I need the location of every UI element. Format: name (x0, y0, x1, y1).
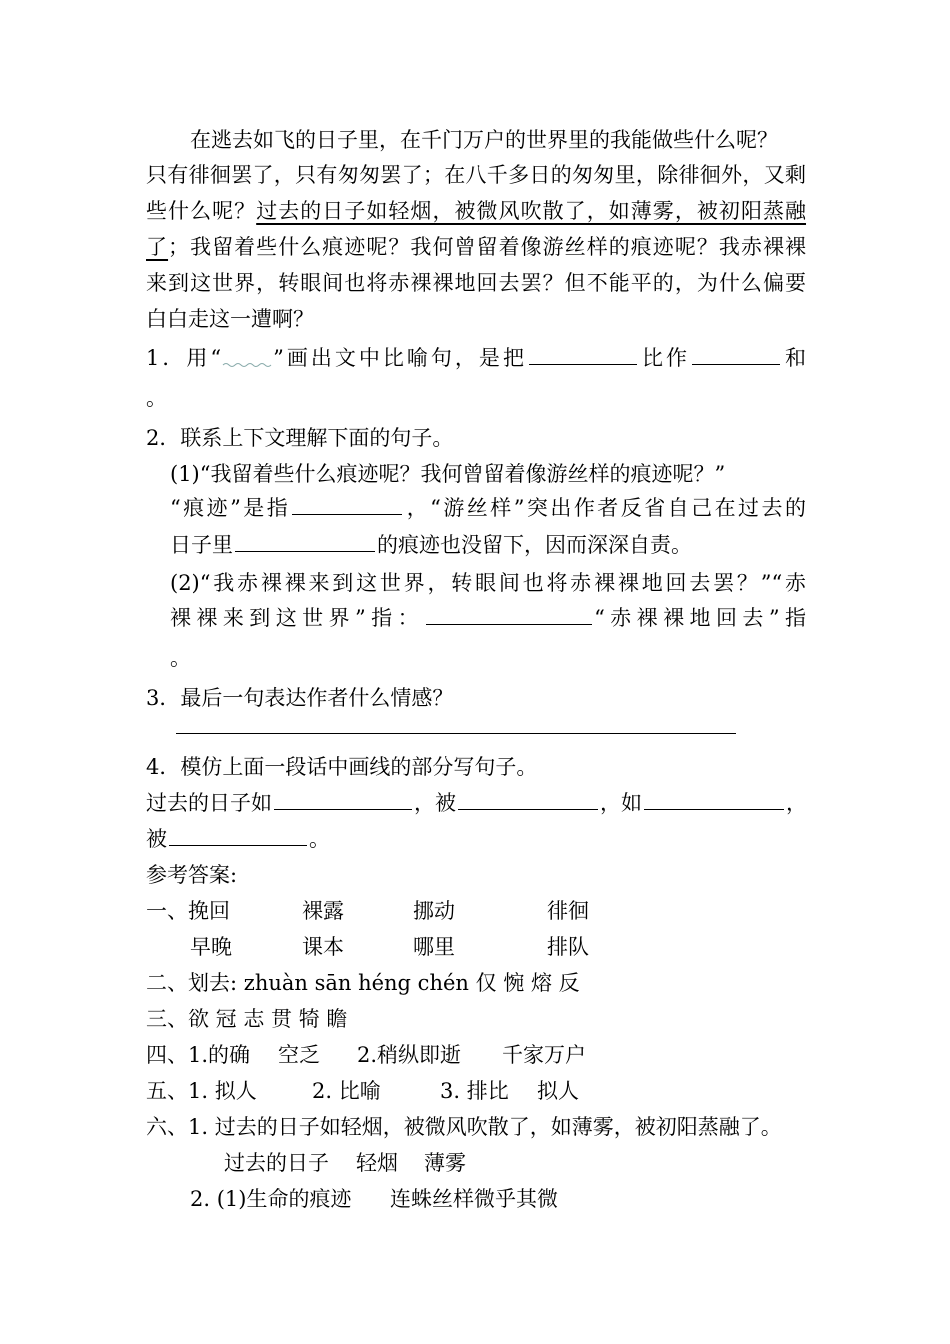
q1-text: 1．用“ (146, 346, 222, 370)
answers-row-9a: 2. (1)生命的痕迹 (190, 1187, 352, 1211)
answers-row-4: 三、欲 冠 志 贯 犄 瞻 (146, 1007, 348, 1031)
q4-text: ，如 (600, 791, 642, 815)
q4-text: ，被 (414, 791, 456, 815)
q2-part2-line2 (170, 600, 806, 636)
answers-row-6b: 2. 比喻 (312, 1079, 381, 1103)
q4-text: ， (786, 791, 807, 815)
answer-blank[interactable] (274, 787, 412, 810)
q2-text: 日子里 (170, 533, 233, 557)
question-4-title: 4．模仿上面一段话中画线的部分写句子。 (146, 755, 538, 779)
passage-line-6: 白白走这一遭啊？ (146, 307, 314, 331)
answers-row-3: 二、划去: zhuàn sān héng chén 仅 惋 熔 反 (146, 971, 580, 995)
passage-line-2: 只有徘徊罢了，只有匆匆罢了；在八千多日的匆匆里，除徘徊外，又剩 (146, 163, 806, 187)
q4-text: 过去的日子如 (146, 791, 272, 815)
answers-row-5b: 空乏 (278, 1043, 320, 1067)
passage-line-5: 来到这世界，转眼间也将赤裸裸地回去罢？但不能平的，为什么偏要 (146, 271, 806, 295)
answers-row-9b: 连蛛丝样微乎其微 (390, 1187, 558, 1211)
answers-row-2c: 哪里 (413, 935, 455, 959)
answer-blank[interactable] (235, 529, 375, 552)
q2-part1-line1: (1)“我留着些什么痕迹呢？我何曾留着像游丝样的痕迹呢？” (170, 462, 726, 486)
q2-part2-line1: (2)“我赤裸裸来到这世界，转眼间也将赤裸裸地回去罢？”“赤 (170, 571, 806, 595)
wavy-underline-mark (221, 343, 273, 365)
answer-blank[interactable] (426, 602, 592, 625)
answers-row-7: 六、1. 过去的日子如轻烟，被微风吹散了，如薄雾，被初阳蒸融了。 (146, 1115, 782, 1139)
answer-blank[interactable] (644, 787, 784, 810)
answers-title: 参考答案: (146, 863, 238, 887)
q2-end: 。 (170, 646, 191, 670)
q1-end: 。 (146, 386, 167, 410)
q4-line2 (146, 821, 330, 857)
answers-row-6a: 五、1. 拟人 (146, 1079, 257, 1103)
answer-blank[interactable] (692, 342, 780, 365)
answer-line[interactable] (176, 733, 736, 734)
q4-text: 。 (309, 827, 330, 851)
underlined-sentence: 过去的日子如轻烟，被微风吹散了，如薄雾，被初阳蒸融 (256, 199, 807, 223)
q1-text: 和 (781, 346, 806, 370)
answers-row-2d: 排队 (547, 935, 589, 959)
answers-row-1a: 一、挽回 (146, 899, 230, 923)
q2-part1-line2 (170, 490, 806, 526)
answer-blank[interactable] (529, 342, 637, 365)
question-2-title: 2．联系上下文理解下面的句子。 (146, 426, 454, 450)
answers-row-1b: 裸露 (302, 899, 344, 923)
answers-row-2a: 早晚 (190, 935, 232, 959)
answers-row-8a: 过去的日子 (224, 1151, 329, 1175)
question-3-title: 3．最后一句表达作者什么情感？ (146, 686, 454, 710)
question-1 (146, 340, 806, 376)
answers-row-5a: 四、1.的确 (146, 1043, 251, 1067)
answers-row-8c: 薄雾 (424, 1151, 466, 1175)
passage-line-4 (146, 229, 806, 265)
q1-text: ”画出文中比喻句，是把 (273, 346, 527, 370)
q4-line1 (146, 785, 806, 821)
q2-text: 的痕迹也没留下，因而深深自责。 (377, 533, 692, 557)
answers-row-6c: 3. 排比 (440, 1079, 509, 1103)
answer-blank[interactable] (169, 823, 307, 846)
answers-row-5c: 2.稍纵即逝 (357, 1043, 462, 1067)
passage-line-3 (146, 193, 806, 229)
q2-text: “痕迹”是指 (170, 496, 291, 520)
answers-row-2b: 课本 (302, 935, 344, 959)
q2-text: 裸裸来到这世界”指： (170, 606, 425, 630)
q2-part1-line3 (170, 527, 692, 563)
underlined-sentence-end: 了 (146, 235, 169, 259)
answer-blank[interactable] (292, 492, 402, 515)
passage-line-1: 在逃去如飞的日子里，在千门万户的世界里的我能做些什么呢？ (190, 128, 778, 152)
q2-text: ，“游丝样”突出作者反省自己在过去的 (404, 496, 806, 520)
answers-row-6d: 拟人 (537, 1079, 579, 1103)
answers-row-1d: 徘徊 (547, 899, 589, 923)
answers-row-1c: 挪动 (413, 899, 455, 923)
passage-text: 些什么呢？ (146, 199, 257, 223)
passage-text: ；我留着些什么痕迹呢？我何曾留着像游丝样的痕迹呢？我赤裸裸 (168, 235, 807, 259)
answer-blank[interactable] (458, 787, 598, 810)
q2-text: “赤裸裸地回去”指 (594, 606, 806, 630)
answers-row-5d: 千家万户 (502, 1043, 586, 1067)
q4-text: 被 (146, 827, 167, 851)
q1-text: 比作 (638, 346, 690, 370)
answers-row-8b: 轻烟 (356, 1151, 398, 1175)
